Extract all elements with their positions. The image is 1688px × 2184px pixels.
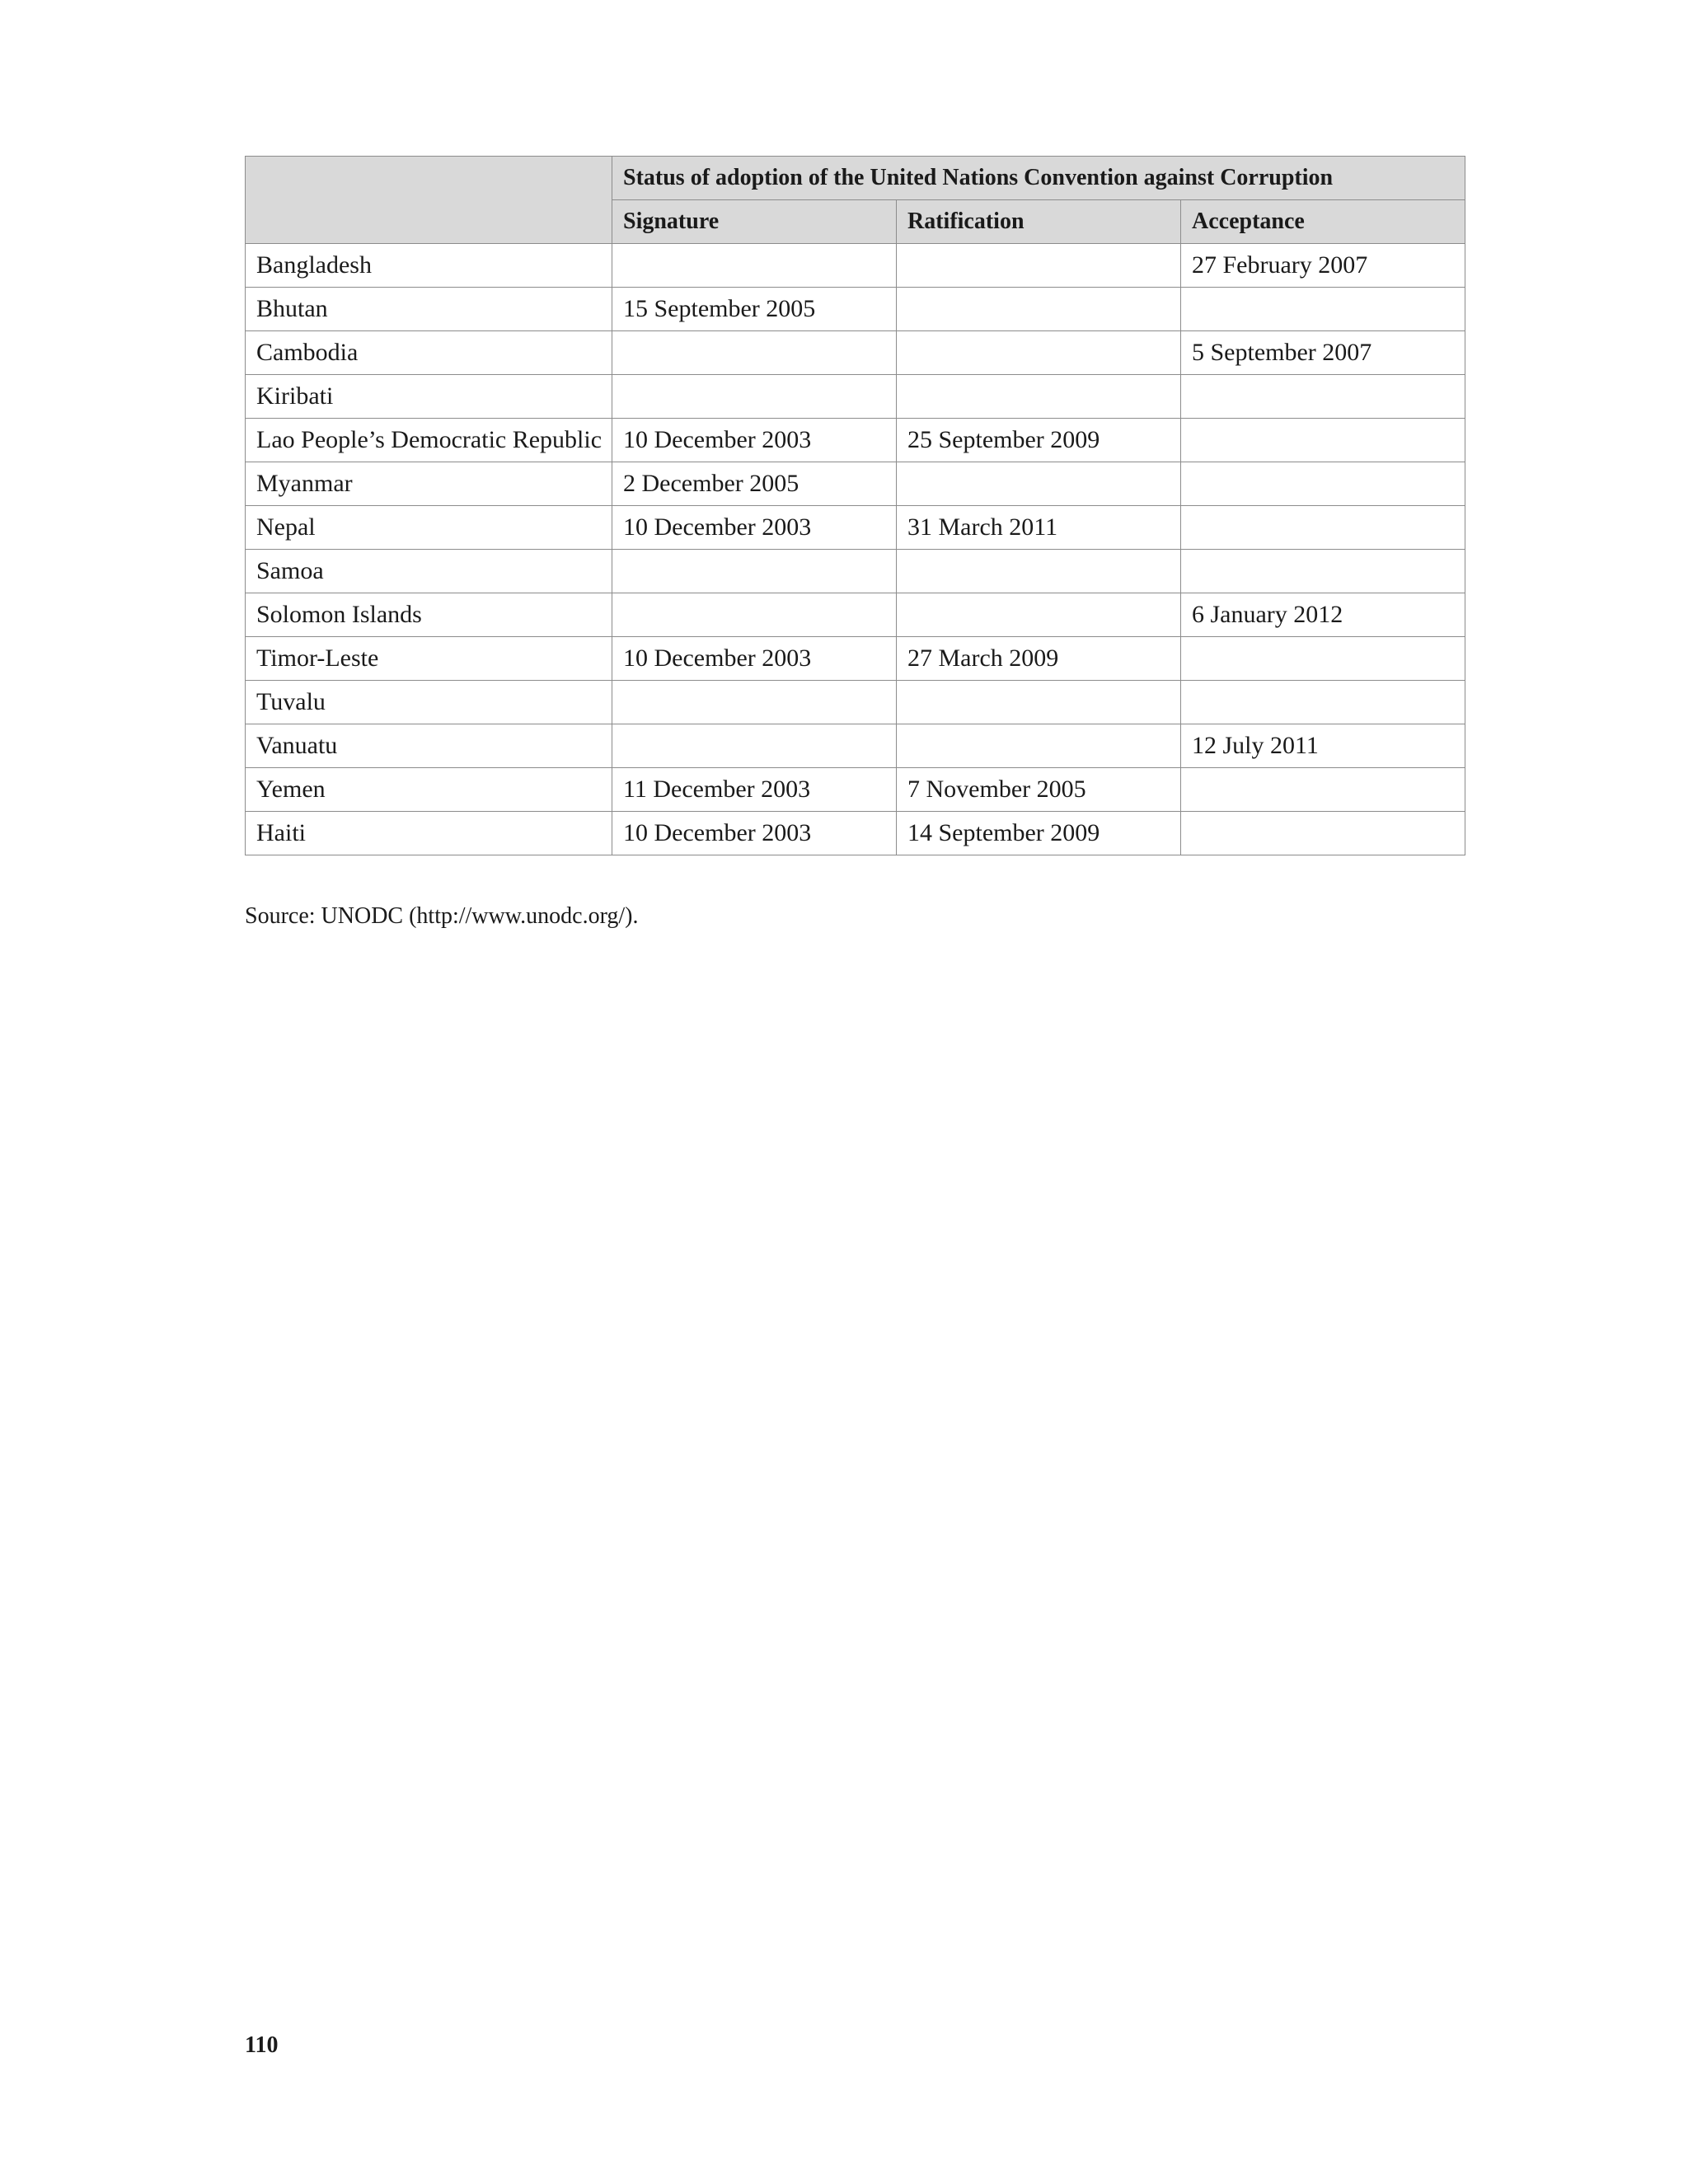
ratification-cell <box>897 593 1181 637</box>
table-row <box>246 812 1465 855</box>
ratification-cell: 31 March 2011 <box>897 506 1181 550</box>
country-cell: Vanuatu <box>246 724 612 768</box>
ratification-cell <box>897 550 1181 593</box>
signature-cell: 2 December 2005 <box>612 462 897 506</box>
acceptance-cell <box>1181 681 1465 724</box>
source-note: Source: UNODC (http://www.unodc.org/). <box>245 903 639 929</box>
column-header-ratification: Ratification <box>897 200 1181 244</box>
column-header-acceptance: Acceptance <box>1181 200 1465 244</box>
acceptance-cell: 27 February 2007 <box>1181 244 1465 288</box>
table-row <box>246 768 1465 812</box>
signature-cell <box>612 681 897 724</box>
country-cell: Lao People’s Democratic Republic <box>246 419 612 462</box>
country-cell: Timor-Leste <box>246 637 612 681</box>
table-row <box>246 462 1465 506</box>
signature-cell: 15 September 2005 <box>612 288 897 331</box>
table-body <box>246 244 1465 855</box>
country-cell: Kiribati <box>246 375 612 419</box>
signature-cell <box>612 593 897 637</box>
signature-cell <box>612 244 897 288</box>
signature-cell <box>612 375 897 419</box>
table-row <box>246 375 1465 419</box>
country-cell: Bangladesh <box>246 244 612 288</box>
column-header-signature: Signature <box>612 200 897 244</box>
signature-cell: 10 December 2003 <box>612 419 897 462</box>
country-cell: Yemen <box>246 768 612 812</box>
table-row <box>246 593 1465 637</box>
table-row <box>246 419 1465 462</box>
acceptance-cell <box>1181 637 1465 681</box>
table-row <box>246 244 1465 288</box>
acceptance-cell: 12 July 2011 <box>1181 724 1465 768</box>
acceptance-cell <box>1181 288 1465 331</box>
table-group-header: Status of adoption of the United Nations Convention against Corruption <box>612 157 1465 200</box>
page-number: 110 <box>245 2032 279 2058</box>
country-cell: Myanmar <box>246 462 612 506</box>
country-cell: Samoa <box>246 550 612 593</box>
table-row <box>246 288 1465 331</box>
ratification-cell <box>897 724 1181 768</box>
uncac-status-table <box>245 156 1465 855</box>
ratification-cell <box>897 244 1181 288</box>
acceptance-cell <box>1181 550 1465 593</box>
ratification-cell <box>897 331 1181 375</box>
ratification-cell <box>897 288 1181 331</box>
signature-cell <box>612 331 897 375</box>
acceptance-cell <box>1181 419 1465 462</box>
ratification-cell: 14 September 2009 <box>897 812 1181 855</box>
ratification-cell: 7 November 2005 <box>897 768 1181 812</box>
acceptance-cell <box>1181 812 1465 855</box>
table-row <box>246 506 1465 550</box>
signature-cell: 11 December 2003 <box>612 768 897 812</box>
signature-cell <box>612 724 897 768</box>
ratification-cell: 27 March 2009 <box>897 637 1181 681</box>
acceptance-cell: 5 September 2007 <box>1181 331 1465 375</box>
ratification-cell <box>897 681 1181 724</box>
ratification-cell: 25 September 2009 <box>897 419 1181 462</box>
table-group-header-row <box>246 157 1465 200</box>
table-corner-cell <box>246 157 612 244</box>
acceptance-cell <box>1181 462 1465 506</box>
acceptance-cell <box>1181 375 1465 419</box>
signature-cell: 10 December 2003 <box>612 637 897 681</box>
table-row <box>246 681 1465 724</box>
country-cell: Cambodia <box>246 331 612 375</box>
country-cell: Nepal <box>246 506 612 550</box>
table-row <box>246 331 1465 375</box>
signature-cell: 10 December 2003 <box>612 506 897 550</box>
country-cell: Bhutan <box>246 288 612 331</box>
signature-cell: 10 December 2003 <box>612 812 897 855</box>
acceptance-cell <box>1181 768 1465 812</box>
table-row <box>246 637 1465 681</box>
table-row <box>246 550 1465 593</box>
table-row <box>246 724 1465 768</box>
country-cell: Tuvalu <box>246 681 612 724</box>
ratification-cell <box>897 462 1181 506</box>
acceptance-cell: 6 January 2012 <box>1181 593 1465 637</box>
ratification-cell <box>897 375 1181 419</box>
country-cell: Solomon Islands <box>246 593 612 637</box>
acceptance-cell <box>1181 506 1465 550</box>
signature-cell <box>612 550 897 593</box>
country-cell: Haiti <box>246 812 612 855</box>
